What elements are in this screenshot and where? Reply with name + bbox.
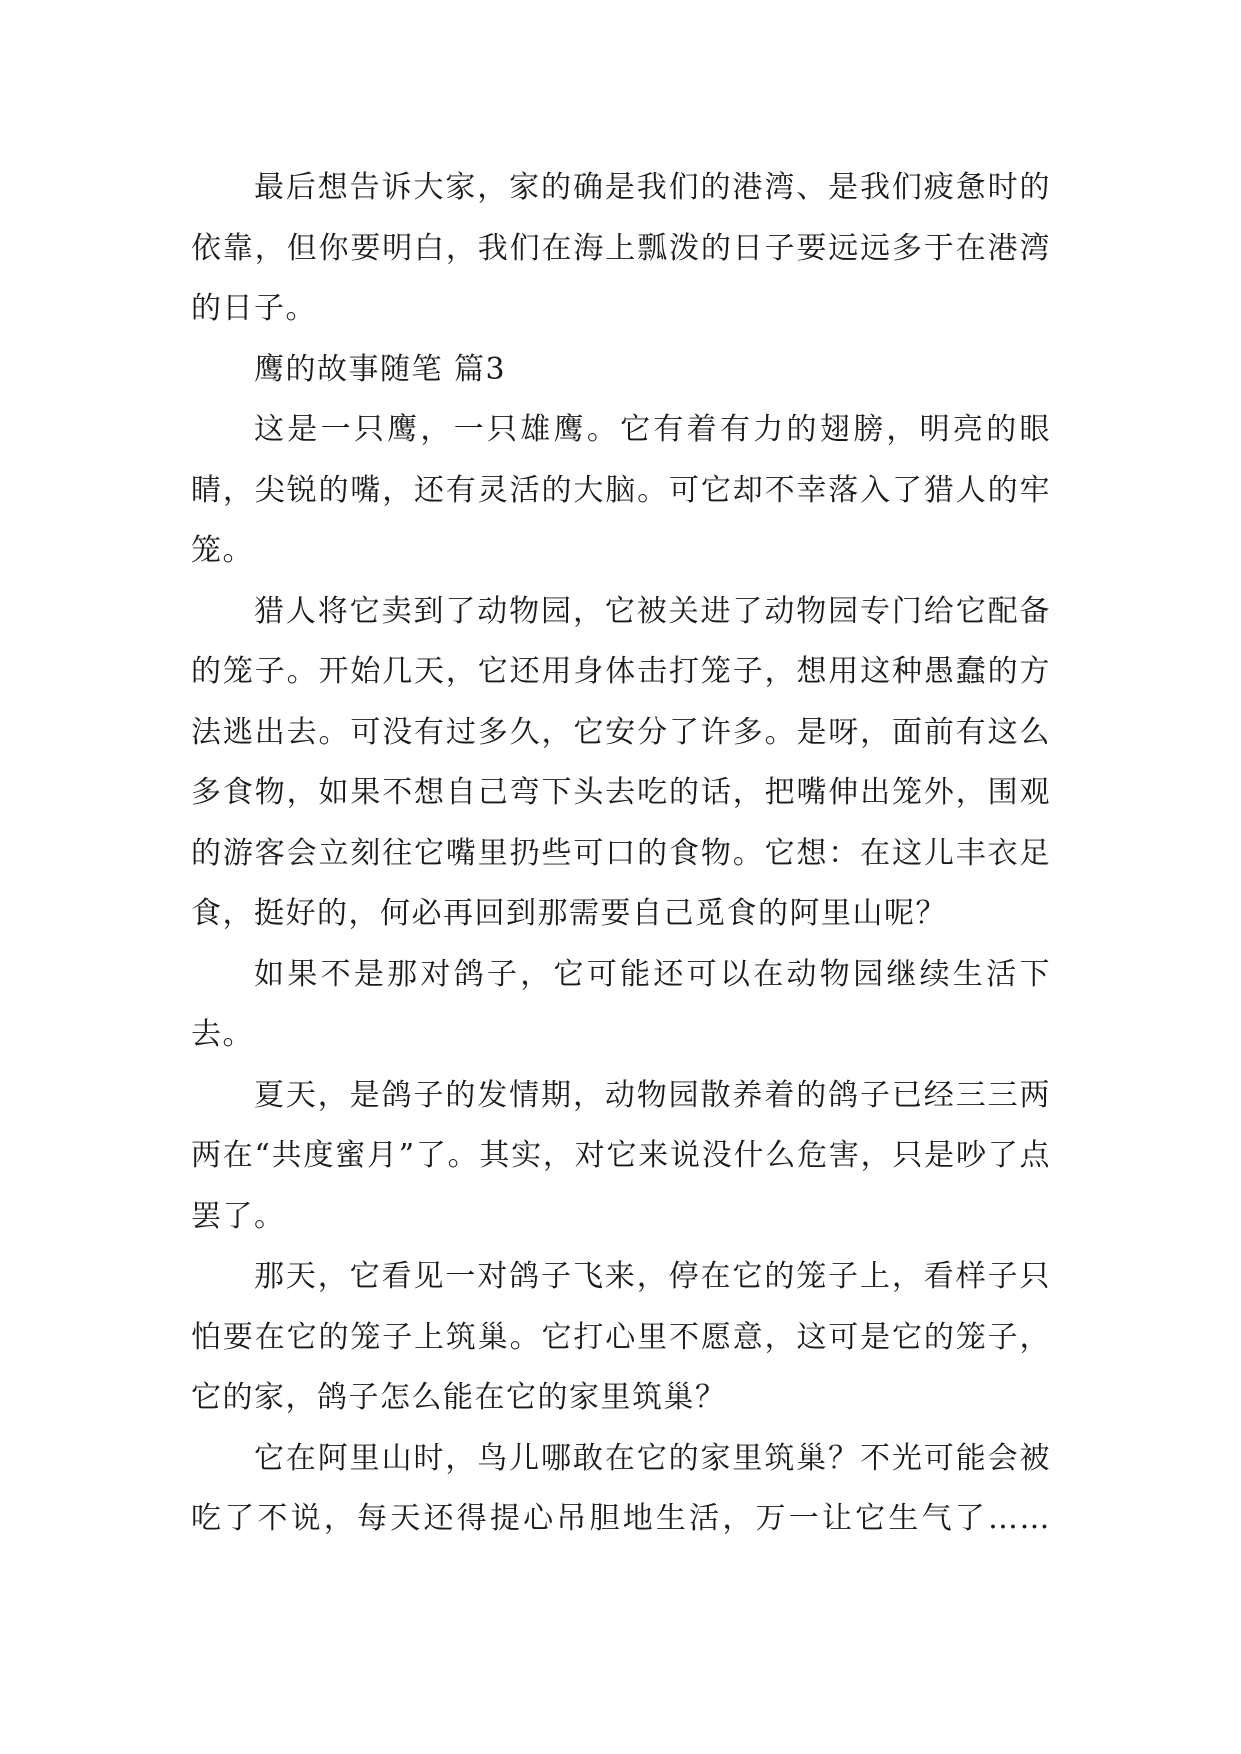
- paragraph-eagle-intro: 这是一只鹰，一只雄鹰。它有着有力的翅膀，明亮的眼睛，尖锐的嘴，还有灵活的大脑。可它却不幸落入了猎人的牢笼。: [191, 412, 1051, 568]
- paragraph-zoo-life: 猎人将它卖到了动物园，它被关进了动物园专门给它配备的笼子。开始几天，它还用身体击打笼子，想用这种愚蠢的方法逃出去。可没有过多久，它安分了许多。是呀，面前有这么多食物，如果不想自己弯下头去吃的话，把嘴伸出笼外，围观的游客会立刻往它嘴里扔些可口的食物。它想：在这儿丰衣足食，挺好的，何必再回到那需要自己觅食的阿里山呢？: [191, 593, 1051, 931]
- paragraph-closing-thought: 最后想告诉大家，家的确是我们的港湾、是我们疲惫时的依靠，但你要明白，我们在海上瓢泼的日子要远远多于在港湾的日子。: [191, 170, 1051, 326]
- paragraph-nest: 那天，它看见一对鸽子飞来，停在它的笼子上，看样子只怕要在它的笼子上筑巢。它打心里不愿意，这可是它的笼子，它的家，鸽子怎么能在它的家里筑巢？: [191, 1259, 1051, 1415]
- paragraph-summer: 夏天，是鸽子的发情期，动物园散养着的鸽子已经三三两两在“共度蜜月”了。其实，对它来说没什么危害，只是吵了点罢了。: [191, 1077, 1051, 1234]
- paragraph-alishan: 它在阿里山时，鸟儿哪敢在它的家里筑巢？不光可能会被吃了不说，每天还得提心吊胆地生活，万一让它生气了……: [191, 1440, 1051, 1536]
- paragraph-pigeons-intro: 如果不是那对鸽子，它可能还可以在动物园继续生活下去。: [191, 956, 1051, 1052]
- document-page: [191, 158, 1051, 1550]
- section-heading: 鹰的故事随笔 篇3: [254, 351, 507, 387]
